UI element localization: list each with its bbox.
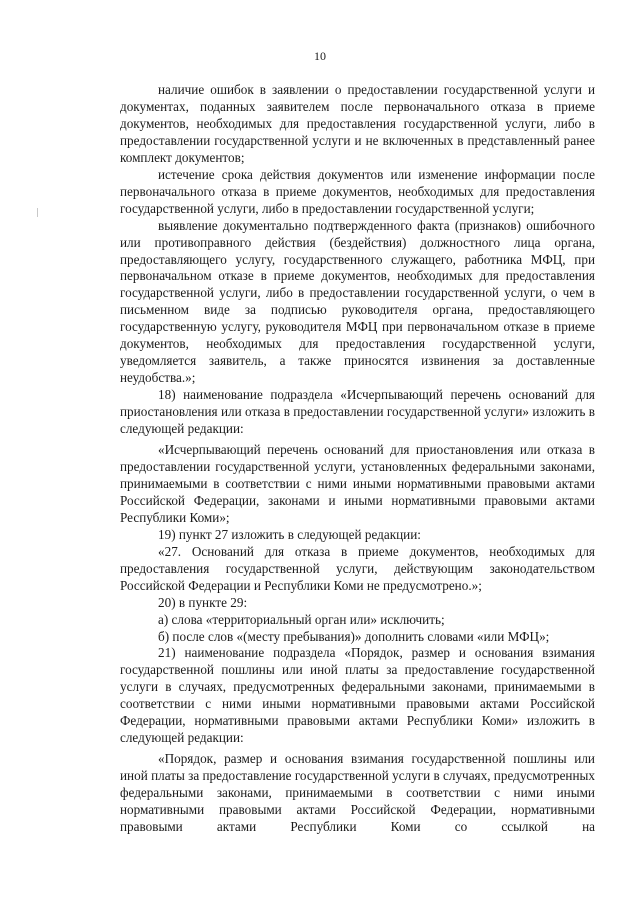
scan-margin-mark [37, 208, 38, 217]
document-body [120, 82, 595, 836]
paragraph-item-21: 21) наименование подраздела «Порядок, размер и основания взимания государственной пошлины или иной платы за предоставление государственной услуги в случаях, предусмотренных федеральными законами, принимаемыми в соответствии с ними иными нормативными правовыми актами Российской Федерации, нормативными правовыми актами Республики Коми» изложить в следующей редакции: [120, 645, 595, 746]
paragraph-item-18-quote: «Исчерпывающий перечень оснований для приостановления или отказа в предоставлении государственной услуги, установленных федеральными законами, принимаемыми в соответствии с ними иными нормативными правовыми актами Российской Федерации, законами и иными нормативными правовыми актами Республики Коми»; [120, 442, 595, 525]
paragraph-item-20-a: а) слова «территориальный орган или» исключить; [158, 611, 445, 627]
paragraph-errors-in-application: наличие ошибок в заявлении о предоставлении государственной услуги и документах, поданных заявителем после первоначального отказа в приеме документов, необходимых для предоставления государственной услуги, либо в предоставлении государственной услуги и не включенных в представленный ранее комплект документов; [120, 82, 595, 165]
paragraph-item-18: 18) наименование подраздела «Исчерпывающий перечень оснований для приостановления или отказа в предоставлении государственной услуги» изложить в следующей редакции: [120, 387, 595, 437]
paragraph-item-20: 20) в пункте 29: [158, 594, 248, 610]
paragraph-erroneous-action: выявление документально подтвержденного факта (признаков) ошибочного или противоправного действия (бездействия) должностного лица органа, предоставляющего услугу, государственного служащего, работника МФЦ, при первоначальном отказе в приеме документов, необходимых для предоставления государственной услуги, либо в предоставлении государственной услуги, о чем в письменном виде за подписью руководителя органа, предоставляющего государственную услугу, руководителя МФЦ при первоначальном отказе в приеме документов, необходимых для предоставления государственной услуги, уведомляется заявитель, а также приносятся извинения за доставленные неудобства.»; [120, 217, 595, 386]
paragraph-item-20-b: б) после слов «(месту пребывания)» дополнить словами «или МФЦ»; [158, 628, 550, 644]
paragraph-item-21-quote: «Порядок, размер и основания взимания государственной пошлины или иной платы за предоставление государственной услуги в случаях, предусмотренных федеральными законами, принимаемыми в соответствии с ними иными нормативными правовыми актами Российской Федерации, нормативными правовыми актами Республики Коми со ссылкой на [120, 751, 595, 834]
paragraph-item-27-quote: «27. Оснований для отказа в приеме документов, необходимых для предоставления государственной услуги, действующим законодательством Российской Федерации и Республики Коми не предусмотрено.»; [120, 543, 595, 593]
paragraph-item-19: 19) пункт 27 изложить в следующей редакции: [158, 526, 421, 542]
page-number: 10 [314, 49, 326, 63]
paragraph-document-expiry: истечение срока действия документов или изменение информации после первоначального отказа в приеме документов, необходимых для предоставления государственной услуги, либо в предоставлении государственной услуги; [120, 166, 595, 216]
